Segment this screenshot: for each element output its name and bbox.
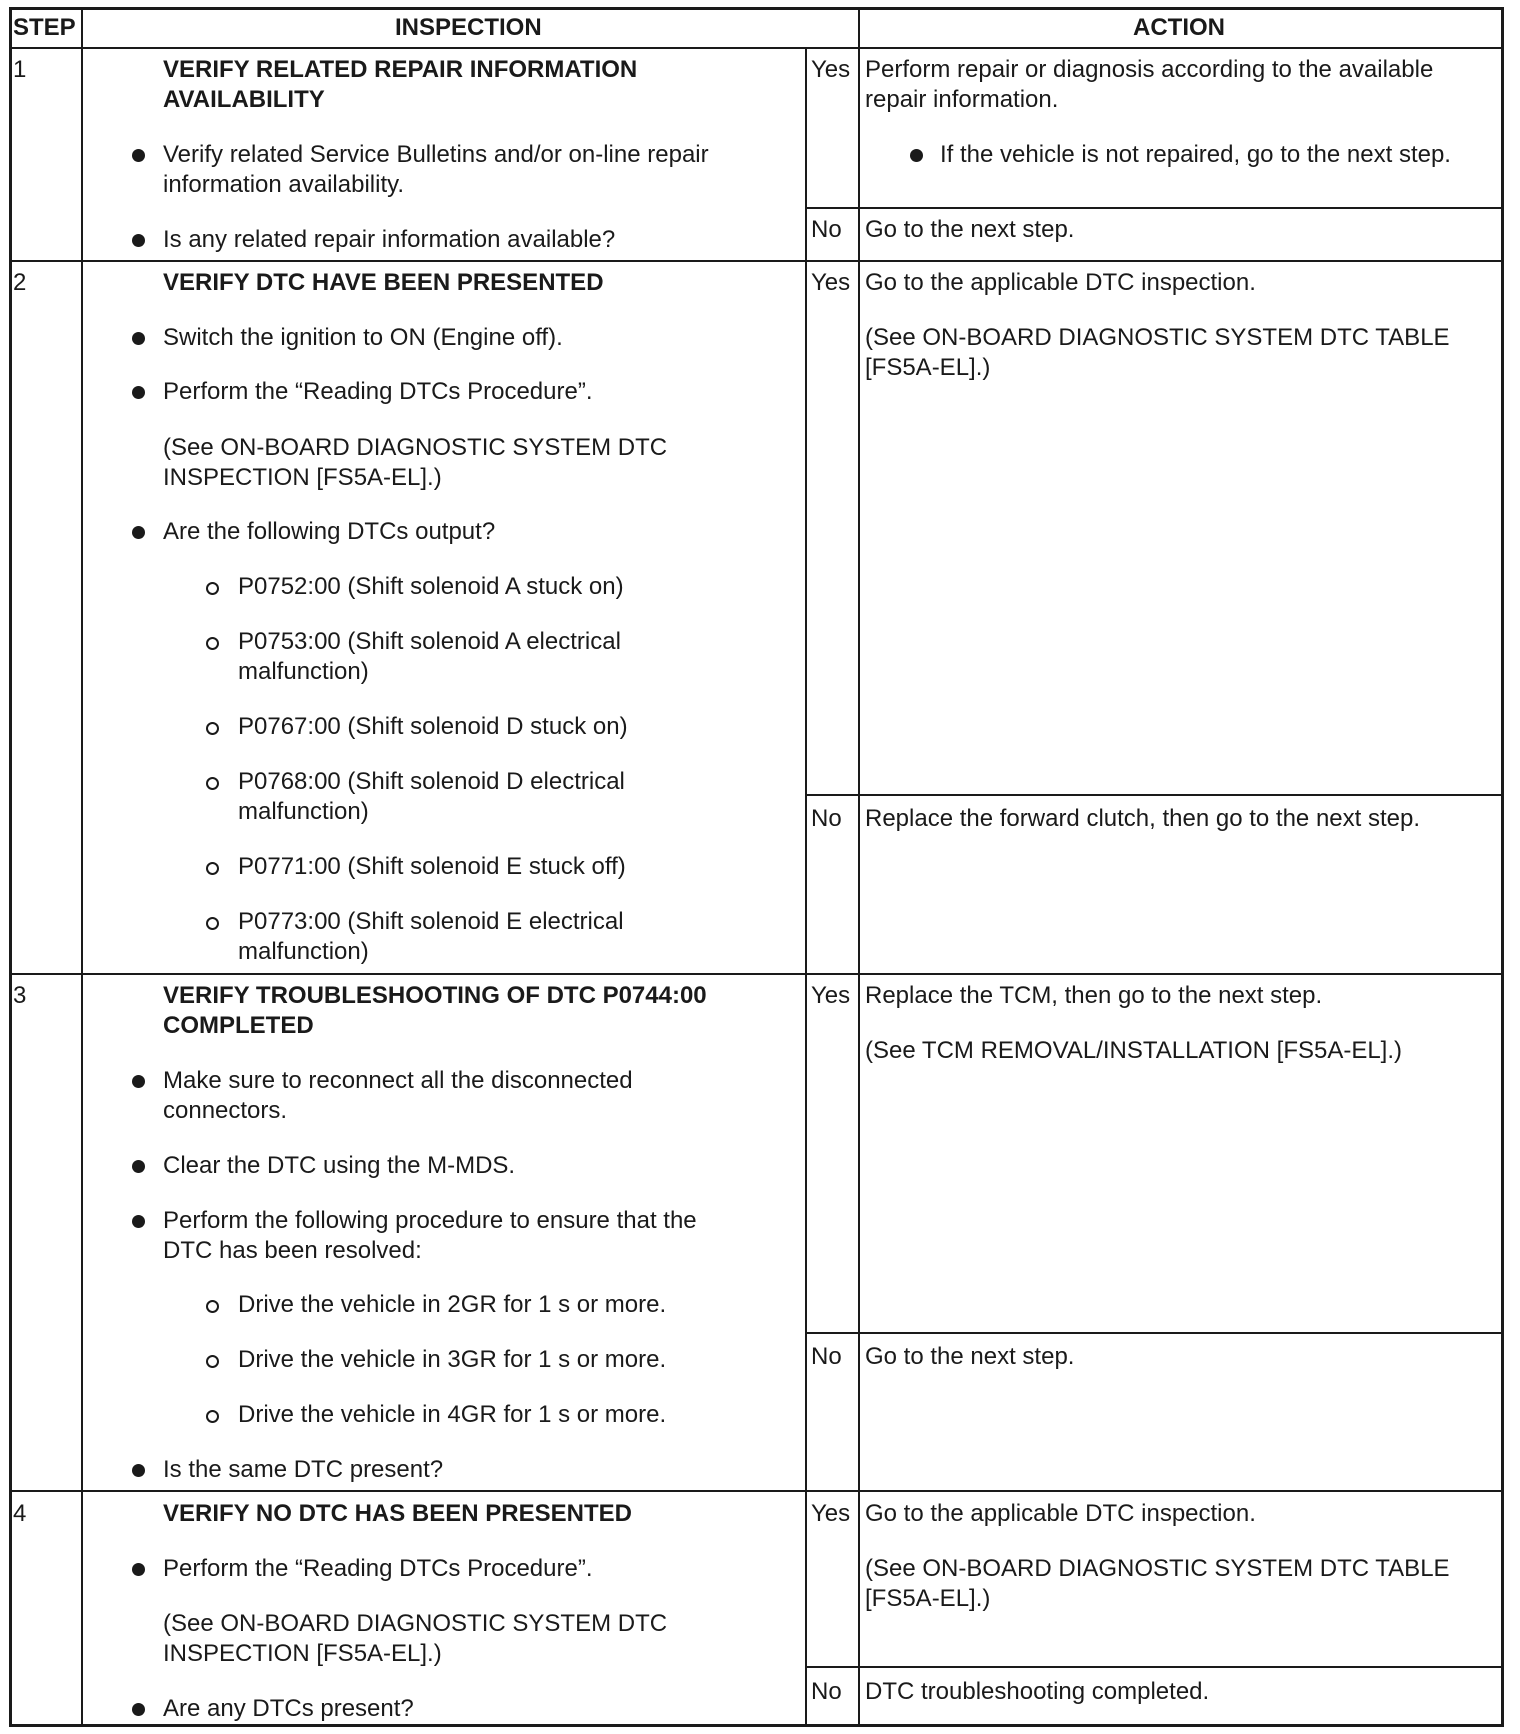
bullet-icon (132, 1075, 145, 1088)
sub-bullet-icon (206, 582, 219, 595)
step-title: VERIFY RELATED REPAIR INFORMATION (163, 56, 638, 83)
dtc-item: malfunction) (238, 658, 369, 685)
inspection-question: Is any related repair information available? (163, 226, 616, 253)
bullet-icon (132, 526, 145, 539)
yes-label: Yes (811, 269, 851, 296)
table-border-top (9, 7, 1504, 10)
action-text: Perform repair or diagnosis according to the available (865, 56, 1434, 83)
no-label: No (811, 216, 842, 243)
yes-label: Yes (811, 56, 851, 83)
dtc-item: P0771:00 (Shift solenoid E stuck off) (238, 853, 626, 880)
row-divider-1 (9, 260, 1504, 262)
dtc-item: malfunction) (238, 798, 369, 825)
dtc-item: P0767:00 (Shift solenoid D stuck on) (238, 713, 628, 740)
procedure-item: Drive the vehicle in 4GR for 1 s or more. (238, 1401, 667, 1428)
step-title: VERIFY NO DTC HAS BEEN PRESENTED (163, 1500, 632, 1527)
header-inspection: INSPECTION (395, 14, 542, 41)
action-reference: (See ON-BOARD DIAGNOSTIC SYSTEM DTC TABLE (865, 324, 1450, 351)
step-number: 3 (13, 982, 27, 1009)
sub-bullet-icon (206, 637, 219, 650)
action-text: If the vehicle is not repaired, go to the next step. (940, 141, 1451, 168)
bullet-icon (132, 1160, 145, 1173)
action-text: Go to the next step. (865, 1343, 1075, 1370)
inspection-text: connectors. (163, 1097, 288, 1124)
inspection-text: Verify related Service Bulletins and/or on-line repair (163, 141, 709, 168)
inspection-reference: INSPECTION [FS5A-EL].) (163, 464, 442, 491)
step-title: AVAILABILITY (163, 86, 325, 113)
action-reference: (See TCM REMOVAL/INSTALLATION [FS5A-EL].) (865, 1037, 1403, 1064)
bullet-icon (132, 1703, 145, 1716)
step-title: COMPLETED (163, 1012, 314, 1039)
sub-bullet-icon (206, 1355, 219, 1368)
action-text: repair information. (865, 86, 1059, 113)
step-number: 2 (13, 269, 27, 296)
bullet-icon (132, 149, 145, 162)
inspection-text: Make sure to reconnect all the disconnected (163, 1067, 633, 1094)
yes-no-divider-2 (805, 794, 1504, 796)
bullet-icon (132, 1215, 145, 1228)
yes-label: Yes (811, 982, 851, 1009)
sub-bullet-icon (206, 917, 219, 930)
sub-bullet-icon (206, 1410, 219, 1423)
bullet-icon (132, 386, 145, 399)
no-label: No (811, 1343, 842, 1370)
header-step: STEP (13, 14, 76, 41)
yes-no-divider-3 (805, 1332, 1504, 1334)
inspection-text: Perform the following procedure to ensure that the (163, 1207, 697, 1234)
action-text: Replace the forward clutch, then go to the next step. (865, 805, 1420, 832)
table-border-bottom (9, 1724, 1504, 1727)
step-column-divider (81, 7, 83, 1727)
action-text: Go to the applicable DTC inspection. (865, 269, 1256, 296)
inspection-reference: INSPECTION [FS5A-EL].) (163, 1640, 442, 1667)
step-number: 1 (13, 56, 27, 83)
sub-bullet-icon (206, 862, 219, 875)
table-border-right (1501, 7, 1504, 1727)
inspection-reference: (See ON-BOARD DIAGNOSTIC SYSTEM DTC (163, 1610, 668, 1637)
no-label: No (811, 805, 842, 832)
bullet-icon (132, 234, 145, 247)
header-action: ACTION (1133, 14, 1225, 41)
inspection-text: information availability. (163, 171, 404, 198)
action-text: Go to the applicable DTC inspection. (865, 1500, 1256, 1527)
yes-no-divider-4 (805, 1666, 1504, 1668)
step-number: 4 (13, 1500, 27, 1527)
sub-bullet-icon (206, 777, 219, 790)
inspection-text: Clear the DTC using the M-MDS. (163, 1152, 516, 1179)
bullet-icon (910, 149, 923, 162)
bullet-icon (132, 1464, 145, 1477)
header-divider (9, 47, 1504, 49)
dtc-item: P0773:00 (Shift solenoid E electrical (238, 908, 624, 935)
inspection-text: DTC has been resolved: (163, 1237, 422, 1264)
action-text: Replace the TCM, then go to the next step. (865, 982, 1323, 1009)
dtc-item: P0752:00 (Shift solenoid A stuck on) (238, 573, 624, 600)
yes-label: Yes (811, 1500, 851, 1527)
dtc-item: P0768:00 (Shift solenoid D electrical (238, 768, 625, 795)
inspection-text: Switch the ignition to ON (Engine off). (163, 324, 563, 351)
dtc-item: malfunction) (238, 938, 369, 965)
row-divider-2 (9, 973, 1504, 975)
action-column-divider (858, 7, 860, 1727)
yes-no-divider-1 (805, 207, 1504, 209)
step-title: VERIFY DTC HAVE BEEN PRESENTED (163, 269, 604, 296)
no-label: No (811, 1678, 842, 1705)
table-border-left (9, 7, 12, 1727)
inspection-reference: (See ON-BOARD DIAGNOSTIC SYSTEM DTC (163, 434, 668, 461)
action-text: Go to the next step. (865, 216, 1075, 243)
sub-bullet-icon (206, 722, 219, 735)
step-title: VERIFY TROUBLESHOOTING OF DTC P0744:00 (163, 982, 707, 1009)
inspection-text: Perform the “Reading DTCs Procedure”. (163, 378, 593, 405)
row-divider-3 (9, 1490, 1504, 1492)
action-reference: [FS5A-EL].) (865, 1585, 991, 1612)
bullet-icon (132, 1563, 145, 1576)
dtc-item: P0753:00 (Shift solenoid A electrical (238, 628, 621, 655)
action-reference: [FS5A-EL].) (865, 354, 991, 381)
inspection-question: Are any DTCs present? (163, 1695, 414, 1722)
yes-no-column-divider (805, 47, 807, 1727)
procedure-item: Drive the vehicle in 3GR for 1 s or more. (238, 1346, 667, 1373)
bullet-icon (132, 332, 145, 345)
sub-bullet-icon (206, 1300, 219, 1313)
inspection-question: Are the following DTCs output? (163, 518, 496, 545)
inspection-text: Perform the “Reading DTCs Procedure”. (163, 1555, 593, 1582)
action-text: DTC troubleshooting completed. (865, 1678, 1210, 1705)
action-reference: (See ON-BOARD DIAGNOSTIC SYSTEM DTC TABLE (865, 1555, 1450, 1582)
inspection-question: Is the same DTC present? (163, 1456, 444, 1483)
procedure-item: Drive the vehicle in 2GR for 1 s or more. (238, 1291, 667, 1318)
